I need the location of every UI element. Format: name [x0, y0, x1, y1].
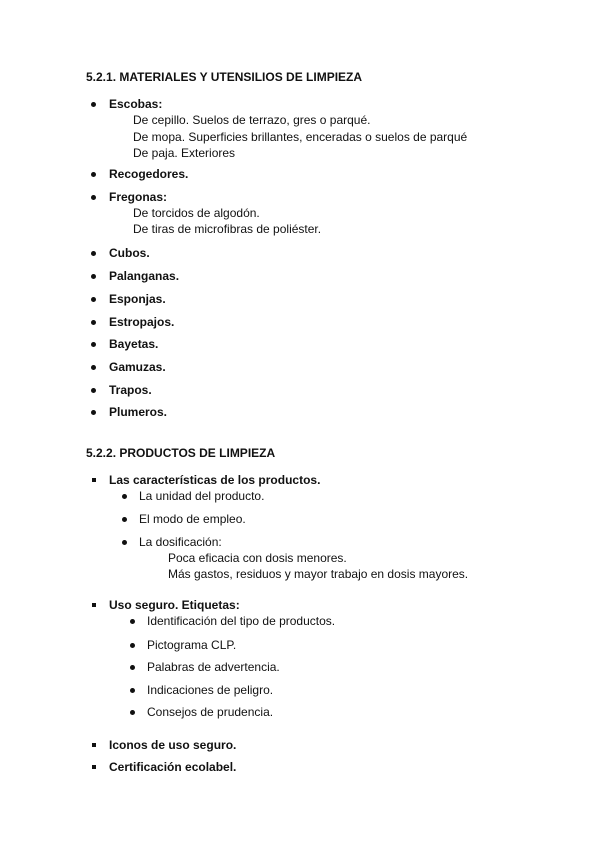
uso-seguro-sub-1: Identificación del tipo de productos.: [147, 614, 336, 628]
bullet-icon: [91, 297, 96, 302]
bullet-icon: [91, 274, 96, 279]
square-bullet-icon: [92, 743, 96, 747]
section-2-heading: 5.2.2. PRODUCTOS DE LIMPIEZA: [86, 446, 276, 460]
bullet-icon: [91, 410, 96, 415]
dosificacion-line-2: Más gastos, residuos y mayor trabajo en dosis mayores.: [168, 567, 469, 581]
escobas-sub-3: De paja. Exteriores: [133, 146, 236, 160]
bullet-icon: [130, 710, 135, 715]
bullet-icon: [130, 665, 135, 670]
bullet-icon: [91, 172, 96, 177]
section-1-heading: 5.2.1. MATERIALES Y UTENSILIOS DE LIMPIEZA: [86, 70, 363, 84]
caracteristicas-sub-3: La dosificación:: [139, 535, 222, 549]
list-item: Bayetas.: [109, 337, 159, 351]
fregonas-sub-1: De torcidos de algodón.: [133, 206, 260, 220]
bullet-icon: [91, 388, 96, 393]
list-item: Plumeros.: [109, 405, 168, 419]
fregonas-sub-2: De tiras de microfibras de poliéster.: [133, 222, 322, 236]
bullet-icon: [122, 517, 127, 522]
square-bullet-icon: [92, 765, 96, 769]
bullet-icon: [91, 365, 96, 370]
certificacion-item: Certificación ecolabel.: [109, 760, 237, 774]
bullet-icon: [122, 494, 127, 499]
bullet-icon: [91, 251, 96, 256]
bullet-icon: [91, 102, 96, 107]
uso-seguro-sub-3: Palabras de advertencia.: [147, 660, 280, 674]
list-item: Trapos.: [109, 383, 152, 397]
dosificacion-line-1: Poca eficacia con dosis menores.: [168, 551, 347, 565]
caracteristicas-sub-1: La unidad del producto.: [139, 489, 265, 503]
square-bullet-icon: [92, 603, 96, 607]
caracteristicas-label: Las características de los productos.: [109, 473, 321, 487]
escobas-sub-2: De mopa. Superficies brillantes, enceradas o suelos de parqué: [133, 130, 468, 144]
escobas-sub-1: De cepillo. Suelos de terrazo, gres o parqué.: [133, 113, 371, 127]
bullet-icon: [130, 688, 135, 693]
bullet-icon: [91, 195, 96, 200]
fregonas-label: Fregonas:: [109, 190, 168, 204]
list-item: Estropajos.: [109, 315, 175, 329]
escobas-label: Escobas:: [109, 97, 163, 111]
list-item: Cubos.: [109, 246, 150, 260]
uso-seguro-sub-2: Pictograma CLP.: [147, 638, 237, 652]
recogedores-item: Recogedores.: [109, 167, 189, 181]
list-item: Gamuzas.: [109, 360, 166, 374]
bullet-icon: [91, 342, 96, 347]
iconos-item: Iconos de uso seguro.: [109, 738, 237, 752]
caracteristicas-sub-2: El modo de empleo.: [139, 512, 246, 526]
bullet-icon: [91, 320, 96, 325]
list-item: Palanganas.: [109, 269, 180, 283]
bullet-icon: [130, 619, 135, 624]
uso-seguro-label: Uso seguro. Etiquetas:: [109, 598, 240, 612]
uso-seguro-sub-4: Indicaciones de peligro.: [147, 683, 274, 697]
uso-seguro-sub-5: Consejos de prudencia.: [147, 705, 274, 719]
list-item: Esponjas.: [109, 292, 166, 306]
bullet-icon: [130, 643, 135, 648]
square-bullet-icon: [92, 478, 96, 482]
bullet-icon: [122, 540, 127, 545]
